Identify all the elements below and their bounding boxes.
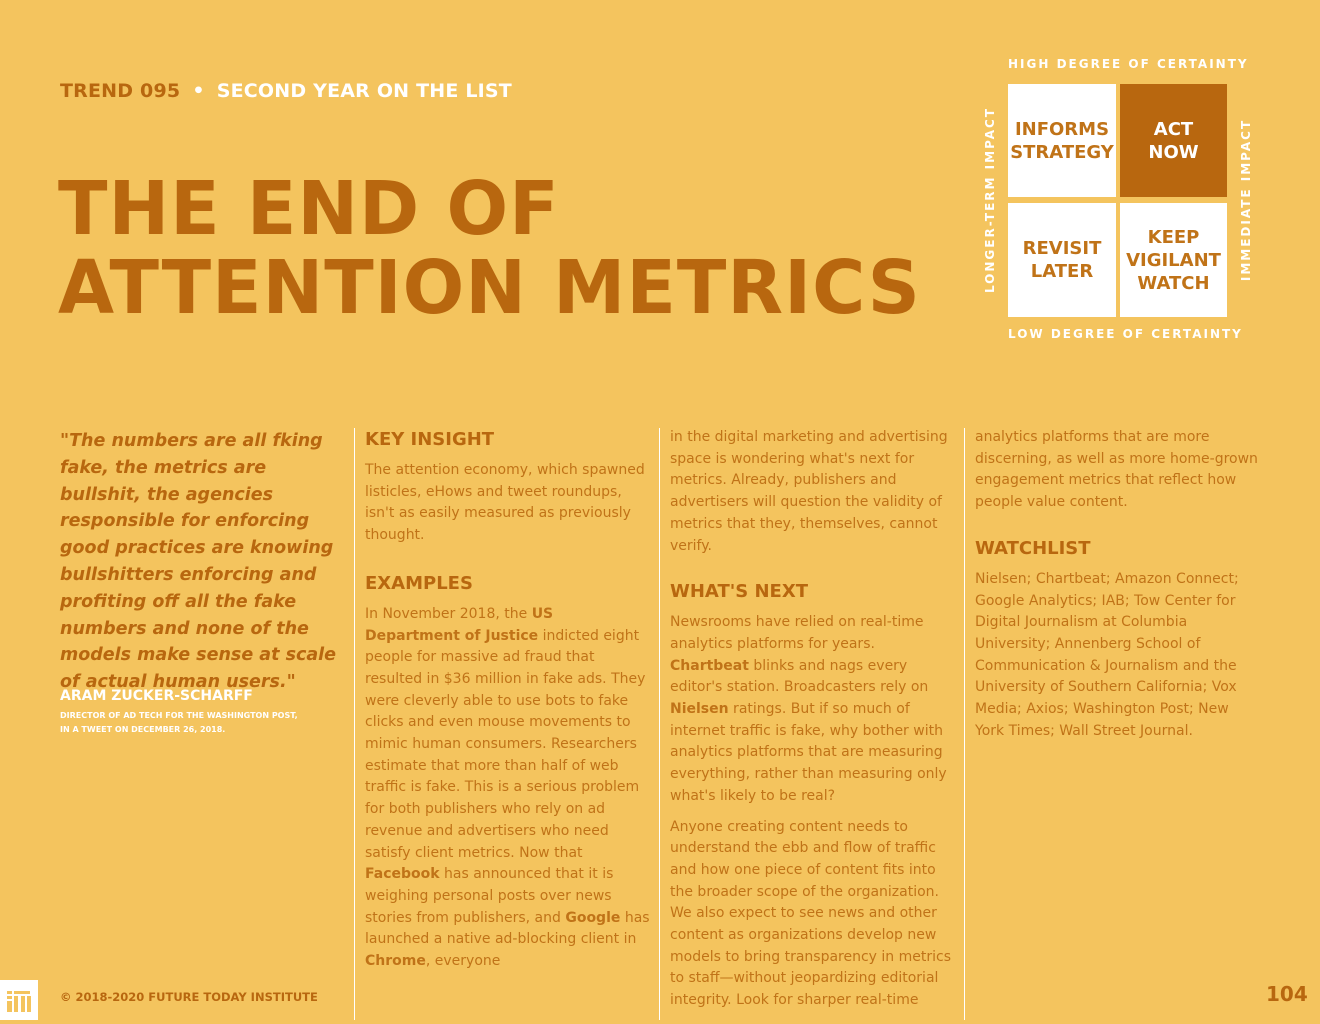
examples-heading: EXAMPLES [365, 572, 473, 594]
trend-status: SECOND YEAR ON THE LIST [216, 80, 512, 102]
trend-separator: • [192, 80, 205, 102]
trend-number: TREND 095 [60, 80, 181, 102]
matrix-top-label: HIGH DEGREE OF CERTAINTY [1008, 57, 1249, 71]
column-divider [354, 428, 355, 1020]
entity-chartbeat: Chartbeat [670, 657, 749, 674]
matrix-right-label: IMMEDIATE IMPACT [1239, 118, 1253, 282]
quote-author-role [60, 709, 340, 737]
text-run: has announced that it is weighing personal posts over news stories from publishers, and [365, 866, 614, 926]
watchlist-heading: WATCHLIST [975, 537, 1091, 559]
column-whats-next [670, 427, 955, 1021]
page-title [58, 166, 921, 331]
key-insight-text: The attention economy, which spawned listicles, eHows and tweet roundups, isn't as easily measured as previously thought. [365, 462, 645, 544]
column-watchlist [975, 427, 1260, 751]
text-run: Newsrooms have relied on real-time analytics platforms for years. [670, 614, 924, 652]
matrix-cell-keep-vigilant-watch [1120, 203, 1227, 317]
whats-next-text [670, 612, 955, 807]
text-run: blinks and nags every editor's station. Broadcasters rely on [670, 657, 929, 696]
role-line: IN A TWEET ON DECEMBER 26, 2018. [60, 725, 226, 734]
cell-line: INFORMS [1014, 118, 1110, 140]
cell-line: NOW [1148, 141, 1199, 163]
copyright: © 2018-2020 FUTURE TODAY INSTITUTE [60, 990, 318, 1004]
entity-nielsen: Nielsen [670, 701, 729, 718]
entity-chrome: Chrome [365, 953, 426, 970]
examples-text [365, 604, 650, 973]
text-run: ratings. But if so much of internet traffic is fake, why bother with analytics platforms that are measuring everything, rather than measuring only what's likely to be real? [670, 701, 947, 804]
matrix-cell-act-now [1120, 84, 1227, 197]
title-line-2: ATTENTION METRICS [58, 245, 921, 331]
quote-author: ARAM ZUCKER-SCHARFF [60, 688, 253, 704]
watchlist-text: Nielsen; Chartbeat; Amazon Connect; Google Analytics; IAB; Tow Center for Digital Journalism at Columbia University; Annenberg School of Communication & Journalism and the University of Southern California; Vox Media; Axios; Washington Post; New York Times; Wall Street Journal. [975, 570, 1239, 739]
entity-us-doj: US Department of Justice [365, 605, 554, 644]
matrix-cell-revisit-later [1008, 203, 1116, 317]
trend-label [60, 80, 512, 102]
matrix-cell-informs-strategy [1008, 84, 1116, 197]
cell-line: LATER [1030, 261, 1094, 282]
matrix-bottom-label: LOW DEGREE OF CERTAINTY [1008, 327, 1243, 341]
whats-next-text-2: Anyone creating content needs to understand the ebb and flow of traffic and how one piece of content fits into the broader scope of the organization. We also expect to see news and other content as organizations develop new models to bring transparency in metrics to staff—without jeopardizing editorial integrity. Look for sharper real-time [670, 818, 951, 1009]
cell-line: KEEP [1147, 226, 1200, 248]
text-run: indicted eight people for massive ad fraud that resulted in $36 million in fake ads. They were cleverly able to use bots to fake clicks and even mouse movements to mimic human consumers. Researchers estimate that more than half of web traffic is fake. This is a serious problem for both publishers who rely on ad revenue and advertisers who need satisfy client metrics. Now that [365, 627, 646, 861]
text-run: has launched a native ad-blocking client in [365, 909, 650, 948]
column-key-insight [365, 428, 650, 982]
cell-line: VIGILANT [1126, 249, 1221, 271]
cell-line: ACT [1153, 118, 1194, 140]
entity-facebook: Facebook [365, 866, 440, 883]
column-divider [964, 428, 965, 1020]
page-number: 104 [1266, 982, 1308, 1006]
title-line-1: THE END OF [58, 166, 560, 252]
cell-line: STRATEGY [1010, 141, 1114, 163]
cell-line: WATCH [1137, 272, 1210, 294]
matrix-left-label: LONGER-TERM IMPACT [983, 106, 997, 294]
whats-next-heading: WHAT'S NEXT [670, 581, 808, 603]
fti-logo-icon [0, 980, 38, 1020]
key-insight-heading: KEY INSIGHT [365, 429, 495, 450]
role-line: DIRECTOR OF AD TECH FOR THE WASHINGTON POST, [60, 711, 298, 720]
examples-continued-text: in the digital marketing and advertising space is wondering what's next for metrics. Already, publishers and advertisers will question the validity of metrics that they, themselves, cannot verify. [670, 429, 948, 554]
text-run: In November 2018, the [365, 605, 532, 622]
cell-line: REVISIT [1022, 238, 1102, 259]
entity-google: Google [565, 909, 621, 926]
text-run: , everyone [425, 953, 501, 970]
pull-quote: "The numbers are all fking fake, the metrics are bullshit, the agencies responsible for enforcing good practices are knowing bullshitters enforcing and profiting off all the fake numbers and none of the models make sense at scale of actual human users." [60, 431, 337, 693]
whats-next-continued-text: analytics platforms that are more discerning, as well as more home-grown engagement metrics that reflect how people value content. [975, 429, 1258, 511]
column-divider [659, 428, 660, 1020]
